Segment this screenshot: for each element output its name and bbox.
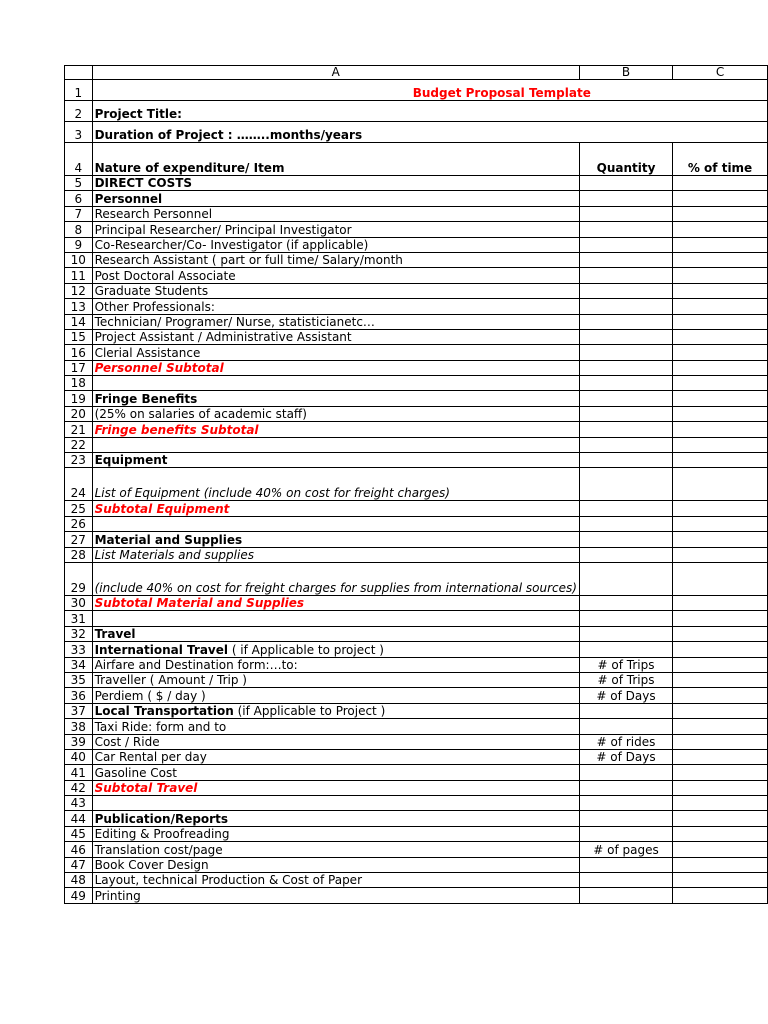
cell-a[interactable]: List Materials and supplies	[92, 547, 579, 562]
cell-c[interactable]	[673, 532, 768, 547]
row-number[interactable]: 10	[65, 252, 93, 267]
corner-cell[interactable]	[65, 66, 93, 80]
cell-c[interactable]	[673, 888, 768, 903]
cell-b[interactable]	[579, 642, 672, 657]
table-row	[65, 842, 768, 857]
row-number[interactable]: 45	[65, 826, 93, 841]
table-row	[65, 811, 768, 826]
cell-b[interactable]	[579, 780, 672, 795]
table-row	[65, 595, 768, 610]
cell-c[interactable]	[673, 595, 768, 610]
row-number[interactable]: 44	[65, 811, 93, 826]
table-row	[65, 857, 768, 872]
table-row	[65, 191, 768, 206]
cell-c[interactable]	[673, 206, 768, 221]
cell-b[interactable]	[579, 595, 672, 610]
table-row	[65, 765, 768, 780]
cell-a[interactable]: Subtotal Material and Supplies	[92, 595, 579, 610]
cell-b[interactable]	[579, 826, 672, 841]
table-row	[65, 672, 768, 687]
budget-spreadsheet	[64, 65, 768, 904]
cell-c[interactable]	[673, 360, 768, 375]
cell-b[interactable]	[579, 719, 672, 734]
cell-a[interactable]: Printing	[92, 888, 579, 903]
header-item-cell[interactable]: Nature of expenditure/ Item	[92, 143, 579, 176]
cell-b[interactable]	[579, 765, 672, 780]
cell-b[interactable]	[579, 252, 672, 267]
cell-c[interactable]	[673, 453, 768, 468]
cell-c[interactable]	[673, 501, 768, 516]
cell-b[interactable]	[579, 857, 672, 872]
cell-b[interactable]	[579, 222, 672, 237]
cell-c[interactable]	[673, 657, 768, 672]
cell-b[interactable]	[579, 501, 672, 516]
cell-a[interactable]: Book Cover Design	[92, 857, 579, 872]
table-row	[65, 611, 768, 626]
table-row	[65, 642, 768, 657]
row-number[interactable]: 43	[65, 796, 93, 811]
cell-c[interactable]	[673, 516, 768, 531]
cell-c[interactable]	[673, 237, 768, 252]
cell-b[interactable]: # of Trips	[579, 672, 672, 687]
table-row	[65, 422, 768, 437]
cell-c[interactable]	[673, 611, 768, 626]
row-number[interactable]: 15	[65, 329, 93, 344]
cell-b[interactable]	[579, 873, 672, 888]
row-number[interactable]: 4	[65, 143, 93, 176]
row-number[interactable]: 40	[65, 749, 93, 764]
column-header-b[interactable]: B	[579, 66, 672, 80]
cell-c[interactable]	[673, 422, 768, 437]
cell-a[interactable]: Subtotal Travel	[92, 780, 579, 795]
cell-a[interactable]: (include 40% on cost for freight charges for supplies from international sources)	[92, 562, 579, 595]
row-number[interactable]: 23	[65, 453, 93, 468]
cell-c[interactable]	[673, 626, 768, 641]
cell-c[interactable]	[673, 826, 768, 841]
table-row	[65, 626, 768, 641]
table-row	[65, 314, 768, 329]
cell-b[interactable]	[579, 376, 672, 391]
table-row	[65, 237, 768, 252]
cell-c[interactable]	[673, 222, 768, 237]
cell-a[interactable]	[92, 516, 579, 531]
table-row	[65, 780, 768, 795]
cell-a[interactable]: Material and Supplies	[92, 532, 579, 547]
cell-b[interactable]: # of rides	[579, 734, 672, 749]
cell-b[interactable]	[579, 406, 672, 421]
row-number[interactable]: 17	[65, 360, 93, 375]
header-quantity-cell[interactable]: Quantity	[579, 143, 672, 176]
cell-b[interactable]: # of pages	[579, 842, 672, 857]
cell-c[interactable]	[673, 811, 768, 826]
table-row	[65, 516, 768, 531]
cell-b[interactable]	[579, 626, 672, 641]
table-row	[65, 345, 768, 360]
cell-b[interactable]	[579, 796, 672, 811]
cell-a[interactable]: Gasoline Cost	[92, 765, 579, 780]
cell-a[interactable]: Clerial Assistance	[92, 345, 579, 360]
cell-b[interactable]	[579, 516, 672, 531]
cell-a[interactable]	[92, 703, 579, 718]
cell-a[interactable]: Graduate Students	[92, 283, 579, 298]
table-row	[65, 547, 768, 562]
table-row	[65, 688, 768, 703]
row-number[interactable]: 2	[65, 101, 93, 122]
cell-b[interactable]	[579, 532, 672, 547]
row-number[interactable]: 20	[65, 406, 93, 421]
row-number[interactable]: 33	[65, 642, 93, 657]
cell-c[interactable]	[673, 191, 768, 206]
cell-a[interactable]: Cost / Ride	[92, 734, 579, 749]
row-number[interactable]: 49	[65, 888, 93, 903]
cell-c[interactable]	[673, 703, 768, 718]
row-number[interactable]: 16	[65, 345, 93, 360]
cell-c[interactable]	[673, 734, 768, 749]
cell-c[interactable]	[673, 283, 768, 298]
row-number[interactable]: 12	[65, 283, 93, 298]
cell-b[interactable]	[579, 345, 672, 360]
cell-a[interactable]: DIRECT COSTS	[92, 176, 579, 191]
row-number[interactable]: 26	[65, 516, 93, 531]
cell-b[interactable]	[579, 329, 672, 344]
row-number[interactable]: 29	[65, 562, 93, 595]
table-row	[65, 283, 768, 298]
table-row	[65, 873, 768, 888]
cell-b[interactable]: # of Days	[579, 749, 672, 764]
table-row	[65, 657, 768, 672]
row-number[interactable]: 27	[65, 532, 93, 547]
cell-b[interactable]	[579, 811, 672, 826]
table-row	[65, 406, 768, 421]
row-number[interactable]: 32	[65, 626, 93, 641]
cell-c[interactable]	[673, 688, 768, 703]
cell-a[interactable]: List of Equipment (include 40% on cost for freight charges)	[92, 468, 579, 501]
table-row	[65, 532, 768, 547]
cell-c[interactable]	[673, 796, 768, 811]
table-row	[65, 796, 768, 811]
row-number[interactable]: 39	[65, 734, 93, 749]
cell-b[interactable]	[579, 453, 672, 468]
cell-b[interactable]	[579, 206, 672, 221]
table-row	[65, 468, 768, 501]
table-row	[65, 453, 768, 468]
cell-a[interactable]: Other Professionals:	[92, 299, 579, 314]
table-row	[65, 703, 768, 718]
table-row	[65, 734, 768, 749]
cell-a[interactable]: Translation cost/page	[92, 842, 579, 857]
cell-a[interactable]: Perdiem ( $ / day )	[92, 688, 579, 703]
cell-a[interactable]: Principal Researcher/ Principal Investigator	[92, 222, 579, 237]
row-number[interactable]: 31	[65, 611, 93, 626]
cell-b[interactable]	[579, 547, 672, 562]
cell-a-note: (if Applicable to Project )	[233, 704, 386, 719]
cell-b[interactable]	[579, 611, 672, 626]
row-number[interactable]: 36	[65, 688, 93, 703]
row-number[interactable]: 42	[65, 780, 93, 795]
table-row	[65, 391, 768, 406]
row-number[interactable]: 13	[65, 299, 93, 314]
row-number[interactable]: 7	[65, 206, 93, 221]
cell-a[interactable]: Research Personnel	[92, 206, 579, 221]
cell-c[interactable]	[673, 547, 768, 562]
row-number[interactable]: 21	[65, 422, 93, 437]
cell-b[interactable]	[579, 888, 672, 903]
cell-b[interactable]	[579, 703, 672, 718]
row-number[interactable]: 38	[65, 719, 93, 734]
column-header-c[interactable]: C	[673, 66, 768, 80]
row-number[interactable]: 22	[65, 437, 93, 452]
row-number[interactable]: 25	[65, 501, 93, 516]
cell-a[interactable]	[92, 611, 579, 626]
cell-a[interactable]: Personnel Subtotal	[92, 360, 579, 375]
cell-a[interactable]: Editing & Proofreading	[92, 826, 579, 841]
row-number[interactable]: 9	[65, 237, 93, 252]
cell-a[interactable]: Airfare and Destination form:…to:	[92, 657, 579, 672]
cell-c[interactable]	[673, 562, 768, 595]
cell-c[interactable]	[673, 765, 768, 780]
row-number[interactable]: 3	[65, 122, 93, 143]
table-row	[65, 562, 768, 595]
cell-a[interactable]: Publication/Reports	[92, 811, 579, 826]
cell-b[interactable]	[579, 191, 672, 206]
row-number[interactable]: 19	[65, 391, 93, 406]
cell-c[interactable]	[673, 314, 768, 329]
row-number[interactable]: 28	[65, 547, 93, 562]
cell-b[interactable]	[579, 314, 672, 329]
cell-b[interactable]	[579, 360, 672, 375]
table-row	[65, 376, 768, 391]
table-row	[65, 268, 768, 283]
cell-b[interactable]: # of Trips	[579, 657, 672, 672]
project-title-cell[interactable]: Project Title:	[92, 101, 767, 122]
table-row	[65, 888, 768, 903]
header-percent-time-cell[interactable]: % of time	[673, 143, 768, 176]
cell-a-bold-label: International Travel	[94, 642, 228, 657]
cell-a[interactable]: Research Assistant ( part or full time/ Salary/month	[92, 252, 579, 267]
cell-c[interactable]	[673, 873, 768, 888]
cell-b[interactable]	[579, 283, 672, 298]
cell-c[interactable]	[673, 642, 768, 657]
sheet-title[interactable]: Budget Proposal Template	[92, 80, 767, 101]
cell-a[interactable]: Co-Researcher/Co- Investigator (if applicable)	[92, 237, 579, 252]
table-row	[65, 360, 768, 375]
row-number[interactable]: 34	[65, 657, 93, 672]
cell-c[interactable]	[673, 176, 768, 191]
cell-c[interactable]	[673, 329, 768, 344]
table-row	[65, 222, 768, 237]
table-row	[65, 719, 768, 734]
row-number[interactable]: 46	[65, 842, 93, 857]
row-number[interactable]: 6	[65, 191, 93, 206]
cell-a-bold-label: Local Transportation	[94, 704, 234, 719]
cell-a[interactable]: Layout, technical Production & Cost of Paper	[92, 873, 579, 888]
cell-c[interactable]	[673, 252, 768, 267]
row-number[interactable]: 48	[65, 873, 93, 888]
cell-a[interactable]: Fringe Benefits	[92, 391, 579, 406]
table-row	[65, 826, 768, 841]
cell-a[interactable]: (25% on salaries of academic staff)	[92, 406, 579, 421]
cell-a[interactable]: Car Rental per day	[92, 749, 579, 764]
cell-a[interactable]	[92, 437, 579, 452]
cell-a[interactable]: Traveller ( Amount / Trip )	[92, 672, 579, 687]
cell-b[interactable]	[579, 422, 672, 437]
cell-c[interactable]	[673, 468, 768, 501]
cell-a[interactable]: Taxi Ride: form and to	[92, 719, 579, 734]
cell-c[interactable]	[673, 857, 768, 872]
cell-b[interactable]	[579, 176, 672, 191]
cell-b[interactable]	[579, 437, 672, 452]
cell-b[interactable]	[579, 268, 672, 283]
cell-a[interactable]: Project Assistant / Administrative Assistant	[92, 329, 579, 344]
cell-a[interactable]: Post Doctoral Associate	[92, 268, 579, 283]
cell-c[interactable]	[673, 376, 768, 391]
row-number[interactable]: 37	[65, 703, 93, 718]
cell-a-note: ( if Applicable to project )	[228, 642, 384, 657]
cell-a[interactable]: Subtotal Equipment	[92, 501, 579, 516]
table-row	[65, 176, 768, 191]
row-number[interactable]: 35	[65, 672, 93, 687]
cell-a[interactable]	[92, 796, 579, 811]
row-number[interactable]: 8	[65, 222, 93, 237]
table-row	[65, 437, 768, 452]
cell-c[interactable]	[673, 780, 768, 795]
cell-b[interactable]	[579, 468, 672, 501]
cell-c[interactable]	[673, 268, 768, 283]
row-number[interactable]: 30	[65, 595, 93, 610]
row-number[interactable]: 5	[65, 176, 93, 191]
row-number[interactable]: 1	[65, 80, 93, 101]
cell-c[interactable]	[673, 672, 768, 687]
table-row	[65, 329, 768, 344]
cell-c[interactable]	[673, 842, 768, 857]
cell-a[interactable]: Fringe benefits Subtotal	[92, 422, 579, 437]
row-number[interactable]: 11	[65, 268, 93, 283]
row-number[interactable]: 24	[65, 468, 93, 501]
row-number[interactable]: 41	[65, 765, 93, 780]
column-header-a[interactable]: A	[92, 66, 579, 80]
cell-b[interactable]	[579, 299, 672, 314]
cell-a[interactable]	[92, 376, 579, 391]
cell-a[interactable]: Travel	[92, 626, 579, 641]
cell-c[interactable]	[673, 719, 768, 734]
cell-b[interactable]	[579, 237, 672, 252]
cell-a[interactable]	[92, 642, 579, 657]
table-row	[65, 501, 768, 516]
cell-c[interactable]	[673, 749, 768, 764]
cell-c[interactable]	[673, 299, 768, 314]
table-row	[65, 252, 768, 267]
cell-c[interactable]	[673, 345, 768, 360]
row-number[interactable]: 18	[65, 376, 93, 391]
cell-a[interactable]: Personnel	[92, 191, 579, 206]
cell-c[interactable]	[673, 406, 768, 421]
cell-a[interactable]: Equipment	[92, 453, 579, 468]
project-duration-cell[interactable]: Duration of Project : ……..months/years	[92, 122, 767, 143]
row-number[interactable]: 47	[65, 857, 93, 872]
cell-b[interactable]	[579, 562, 672, 595]
cell-b[interactable]	[579, 391, 672, 406]
table-row	[65, 749, 768, 764]
cell-b[interactable]: # of Days	[579, 688, 672, 703]
table-row	[65, 206, 768, 221]
row-number[interactable]: 14	[65, 314, 93, 329]
cell-a[interactable]: Technician/ Programer/ Nurse, statisticianetc…	[92, 314, 579, 329]
cell-c[interactable]	[673, 391, 768, 406]
cell-c[interactable]	[673, 437, 768, 452]
table-row	[65, 299, 768, 314]
